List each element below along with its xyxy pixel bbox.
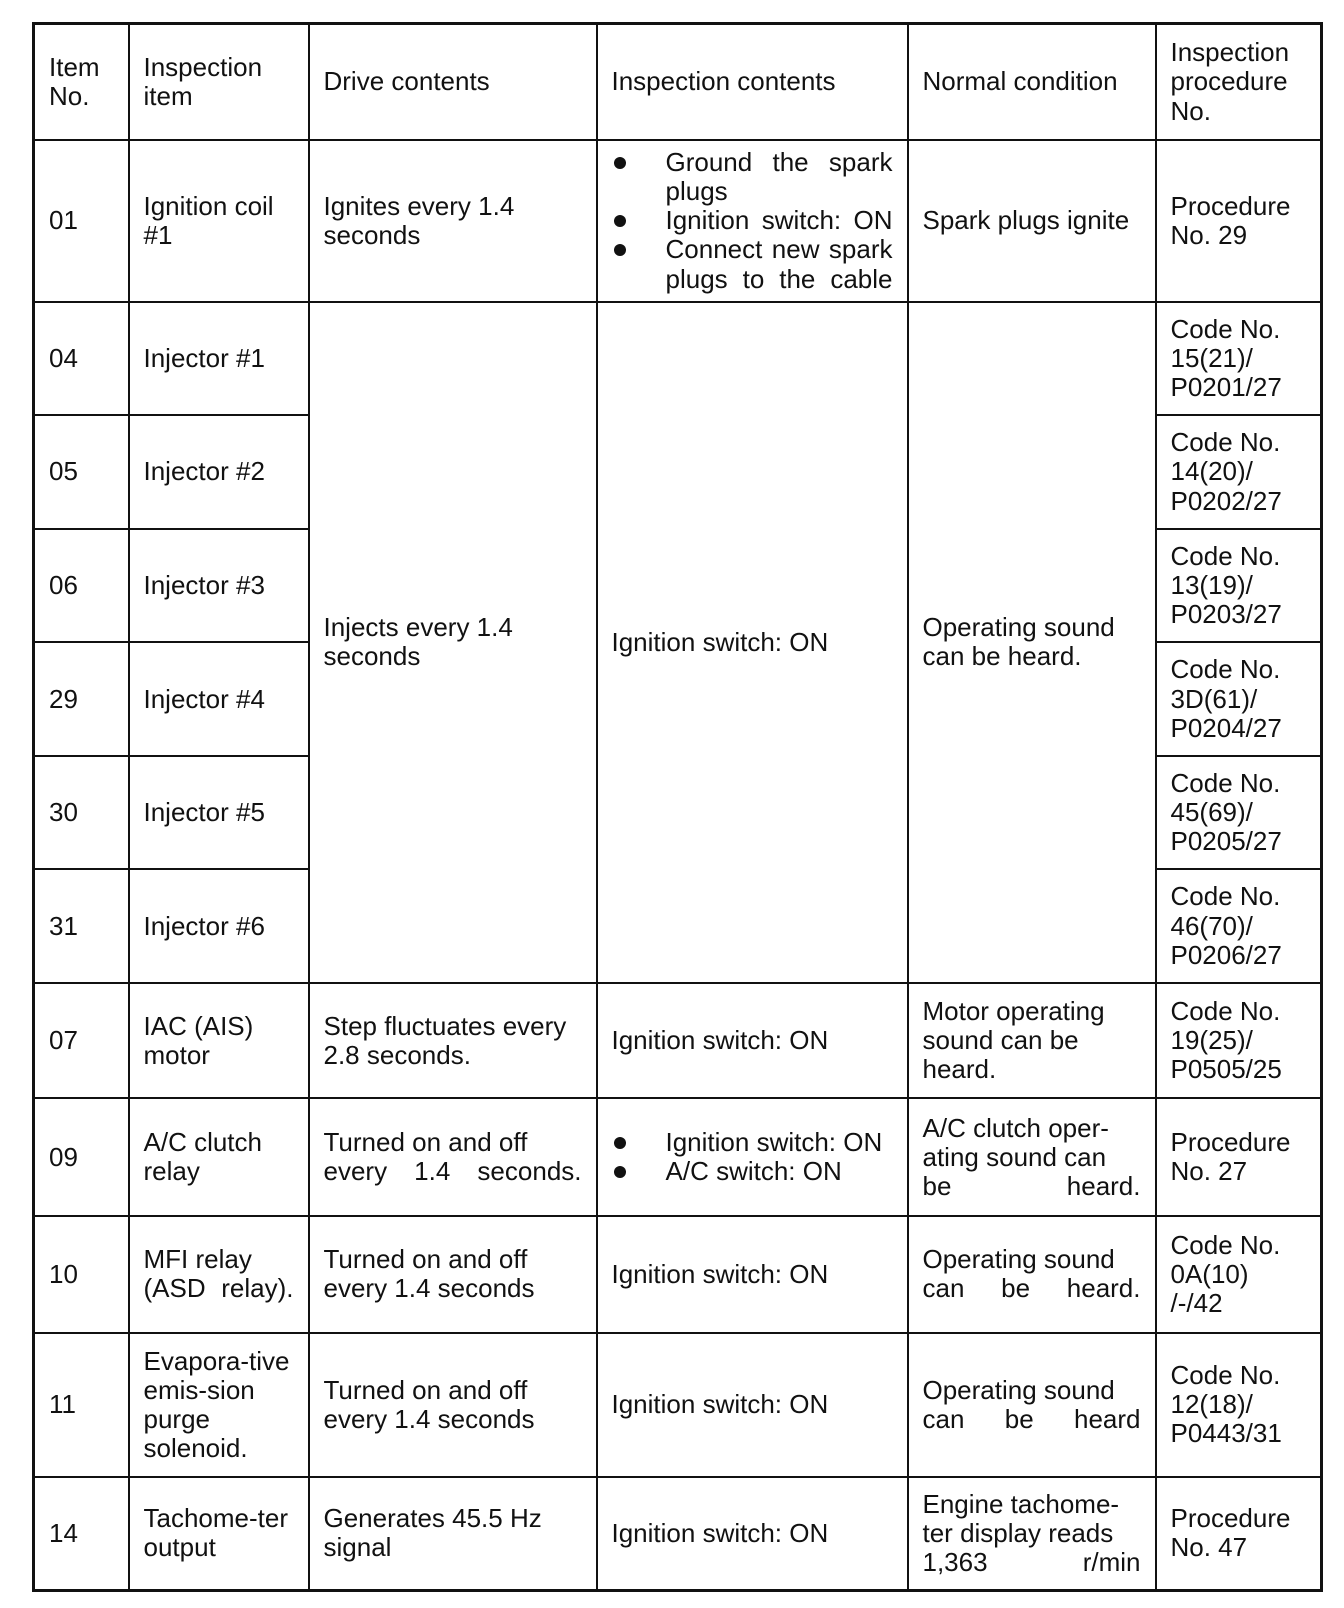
drive-contents-cell: Ignites every 1.4 seconds	[309, 140, 597, 302]
normal-condition-cell: A/C clutch oper-ating sound can be heard.	[908, 1098, 1156, 1216]
procedure-no-cell: Code No. 15(21)/ P0201/27	[1156, 302, 1322, 416]
drive-contents-cell: Step fluctuates every 2.8 seconds.	[309, 983, 597, 1099]
header-normal-condition: Normal condition	[908, 24, 1156, 141]
inspection-item-cell: A/C clutch relay	[129, 1098, 309, 1216]
normal-condition-cell: Operating sound can be heard.	[908, 302, 1156, 983]
item-no-cell: 06	[34, 529, 129, 643]
item-no-cell: 30	[34, 756, 129, 870]
item-no-cell: 29	[34, 642, 129, 756]
inspection-item-cell: Injector #1	[129, 302, 309, 416]
procedure-no-cell: Procedure No. 27	[1156, 1098, 1322, 1216]
list-item: Ignition switch: ON	[612, 1128, 893, 1157]
inspection-item-cell: Injector #3	[129, 529, 309, 643]
list-item: Ignition switch: ON	[612, 206, 893, 235]
inspection-item-cell: Injector #5	[129, 756, 309, 870]
inspection-item-cell: Tachome-ter output	[129, 1477, 309, 1591]
table-row	[34, 1477, 1322, 1591]
drive-contents-cell: Turned on and off every 1.4 seconds.	[309, 1098, 597, 1216]
procedure-no-cell: Code No. 12(18)/ P0443/31	[1156, 1333, 1322, 1477]
procedure-no-cell: Code No. 46(70)/ P0206/27	[1156, 869, 1322, 983]
normal-condition-cell: Operating sound can be heard.	[908, 1216, 1156, 1333]
item-no-cell: 01	[34, 140, 129, 302]
inspection-steps-list	[612, 1128, 893, 1186]
table-row	[34, 1216, 1322, 1333]
item-no-cell: 14	[34, 1477, 129, 1591]
inspection-contents-cell: Ignition switch: ON	[597, 1216, 908, 1333]
inspection-contents-cell	[597, 1098, 908, 1216]
procedure-no-cell: Procedure No. 29	[1156, 140, 1322, 302]
table-row	[34, 1098, 1322, 1216]
inspection-contents-cell: Ignition switch: ON	[597, 1333, 908, 1477]
normal-condition-cell: Spark plugs ignite	[908, 140, 1156, 302]
item-no-cell: 07	[34, 983, 129, 1099]
header-item-no: Item No.	[34, 24, 129, 141]
inspection-item-cell: Injector #4	[129, 642, 309, 756]
item-no-cell: 11	[34, 1333, 129, 1477]
header-row	[34, 24, 1322, 141]
procedure-no-cell: Procedure No. 47	[1156, 1477, 1322, 1591]
procedure-no-cell: Code No. 14(20)/ P0202/27	[1156, 415, 1322, 529]
list-item: A/C switch: ON	[612, 1157, 893, 1186]
item-no-cell: 10	[34, 1216, 129, 1333]
normal-condition-cell: Engine tachome-ter display reads 1,363 r/min	[908, 1477, 1156, 1591]
inspection-item-cell: MFI relay (ASD relay).	[129, 1216, 309, 1333]
procedure-no-cell: Code No. 3D(61)/ P0204/27	[1156, 642, 1322, 756]
normal-condition-cell: Motor operating sound can be heard.	[908, 983, 1156, 1099]
table-row	[34, 302, 1322, 416]
item-no-cell: 31	[34, 869, 129, 983]
procedure-no-cell: Code No. 19(25)/ P0505/25	[1156, 983, 1322, 1099]
table-row	[34, 1333, 1322, 1477]
inspection-item-cell: Ignition coil #1	[129, 140, 309, 302]
item-no-cell: 04	[34, 302, 129, 416]
inspection-item-cell: Injector #2	[129, 415, 309, 529]
procedure-no-cell: Code No. 0A(10) /-/42	[1156, 1216, 1322, 1333]
drive-contents-cell: Injects every 1.4 seconds	[309, 302, 597, 983]
header-procedure-no: Inspection procedure No.	[1156, 24, 1322, 141]
list-item: Connect new spark plugs to the cable	[612, 235, 893, 293]
inspection-contents-cell: Ignition switch: ON	[597, 983, 908, 1099]
list-item: Ground the spark plugs	[612, 148, 893, 206]
inspection-item-cell: IAC (AIS) motor	[129, 983, 309, 1099]
inspection-item-cell: Injector #6	[129, 869, 309, 983]
procedure-no-cell: Code No. 13(19)/ P0203/27	[1156, 529, 1322, 643]
drive-contents-cell: Turned on and off every 1.4 seconds	[309, 1333, 597, 1477]
procedure-no-cell: Code No. 45(69)/ P0205/27	[1156, 756, 1322, 870]
header-inspection-item: Inspection item	[129, 24, 309, 141]
inspection-item-cell: Evapora-tive emis-sion purge solenoid.	[129, 1333, 309, 1477]
item-no-cell: 05	[34, 415, 129, 529]
inspection-contents-cell	[597, 140, 908, 302]
normal-condition-cell: Operating sound can be heard	[908, 1333, 1156, 1477]
table-row	[34, 140, 1322, 302]
inspection-contents-cell: Ignition switch: ON	[597, 302, 908, 983]
drive-contents-cell: Generates 45.5 Hz signal	[309, 1477, 597, 1591]
inspection-contents-cell: Ignition switch: ON	[597, 1477, 908, 1591]
drive-contents-cell: Turned on and off every 1.4 seconds	[309, 1216, 597, 1333]
header-inspection-contents: Inspection contents	[597, 24, 908, 141]
actuator-test-table	[32, 22, 1323, 1592]
table-row	[34, 983, 1322, 1099]
item-no-cell: 09	[34, 1098, 129, 1216]
inspection-steps-list	[612, 148, 893, 294]
header-drive-contents: Drive contents	[309, 24, 597, 141]
